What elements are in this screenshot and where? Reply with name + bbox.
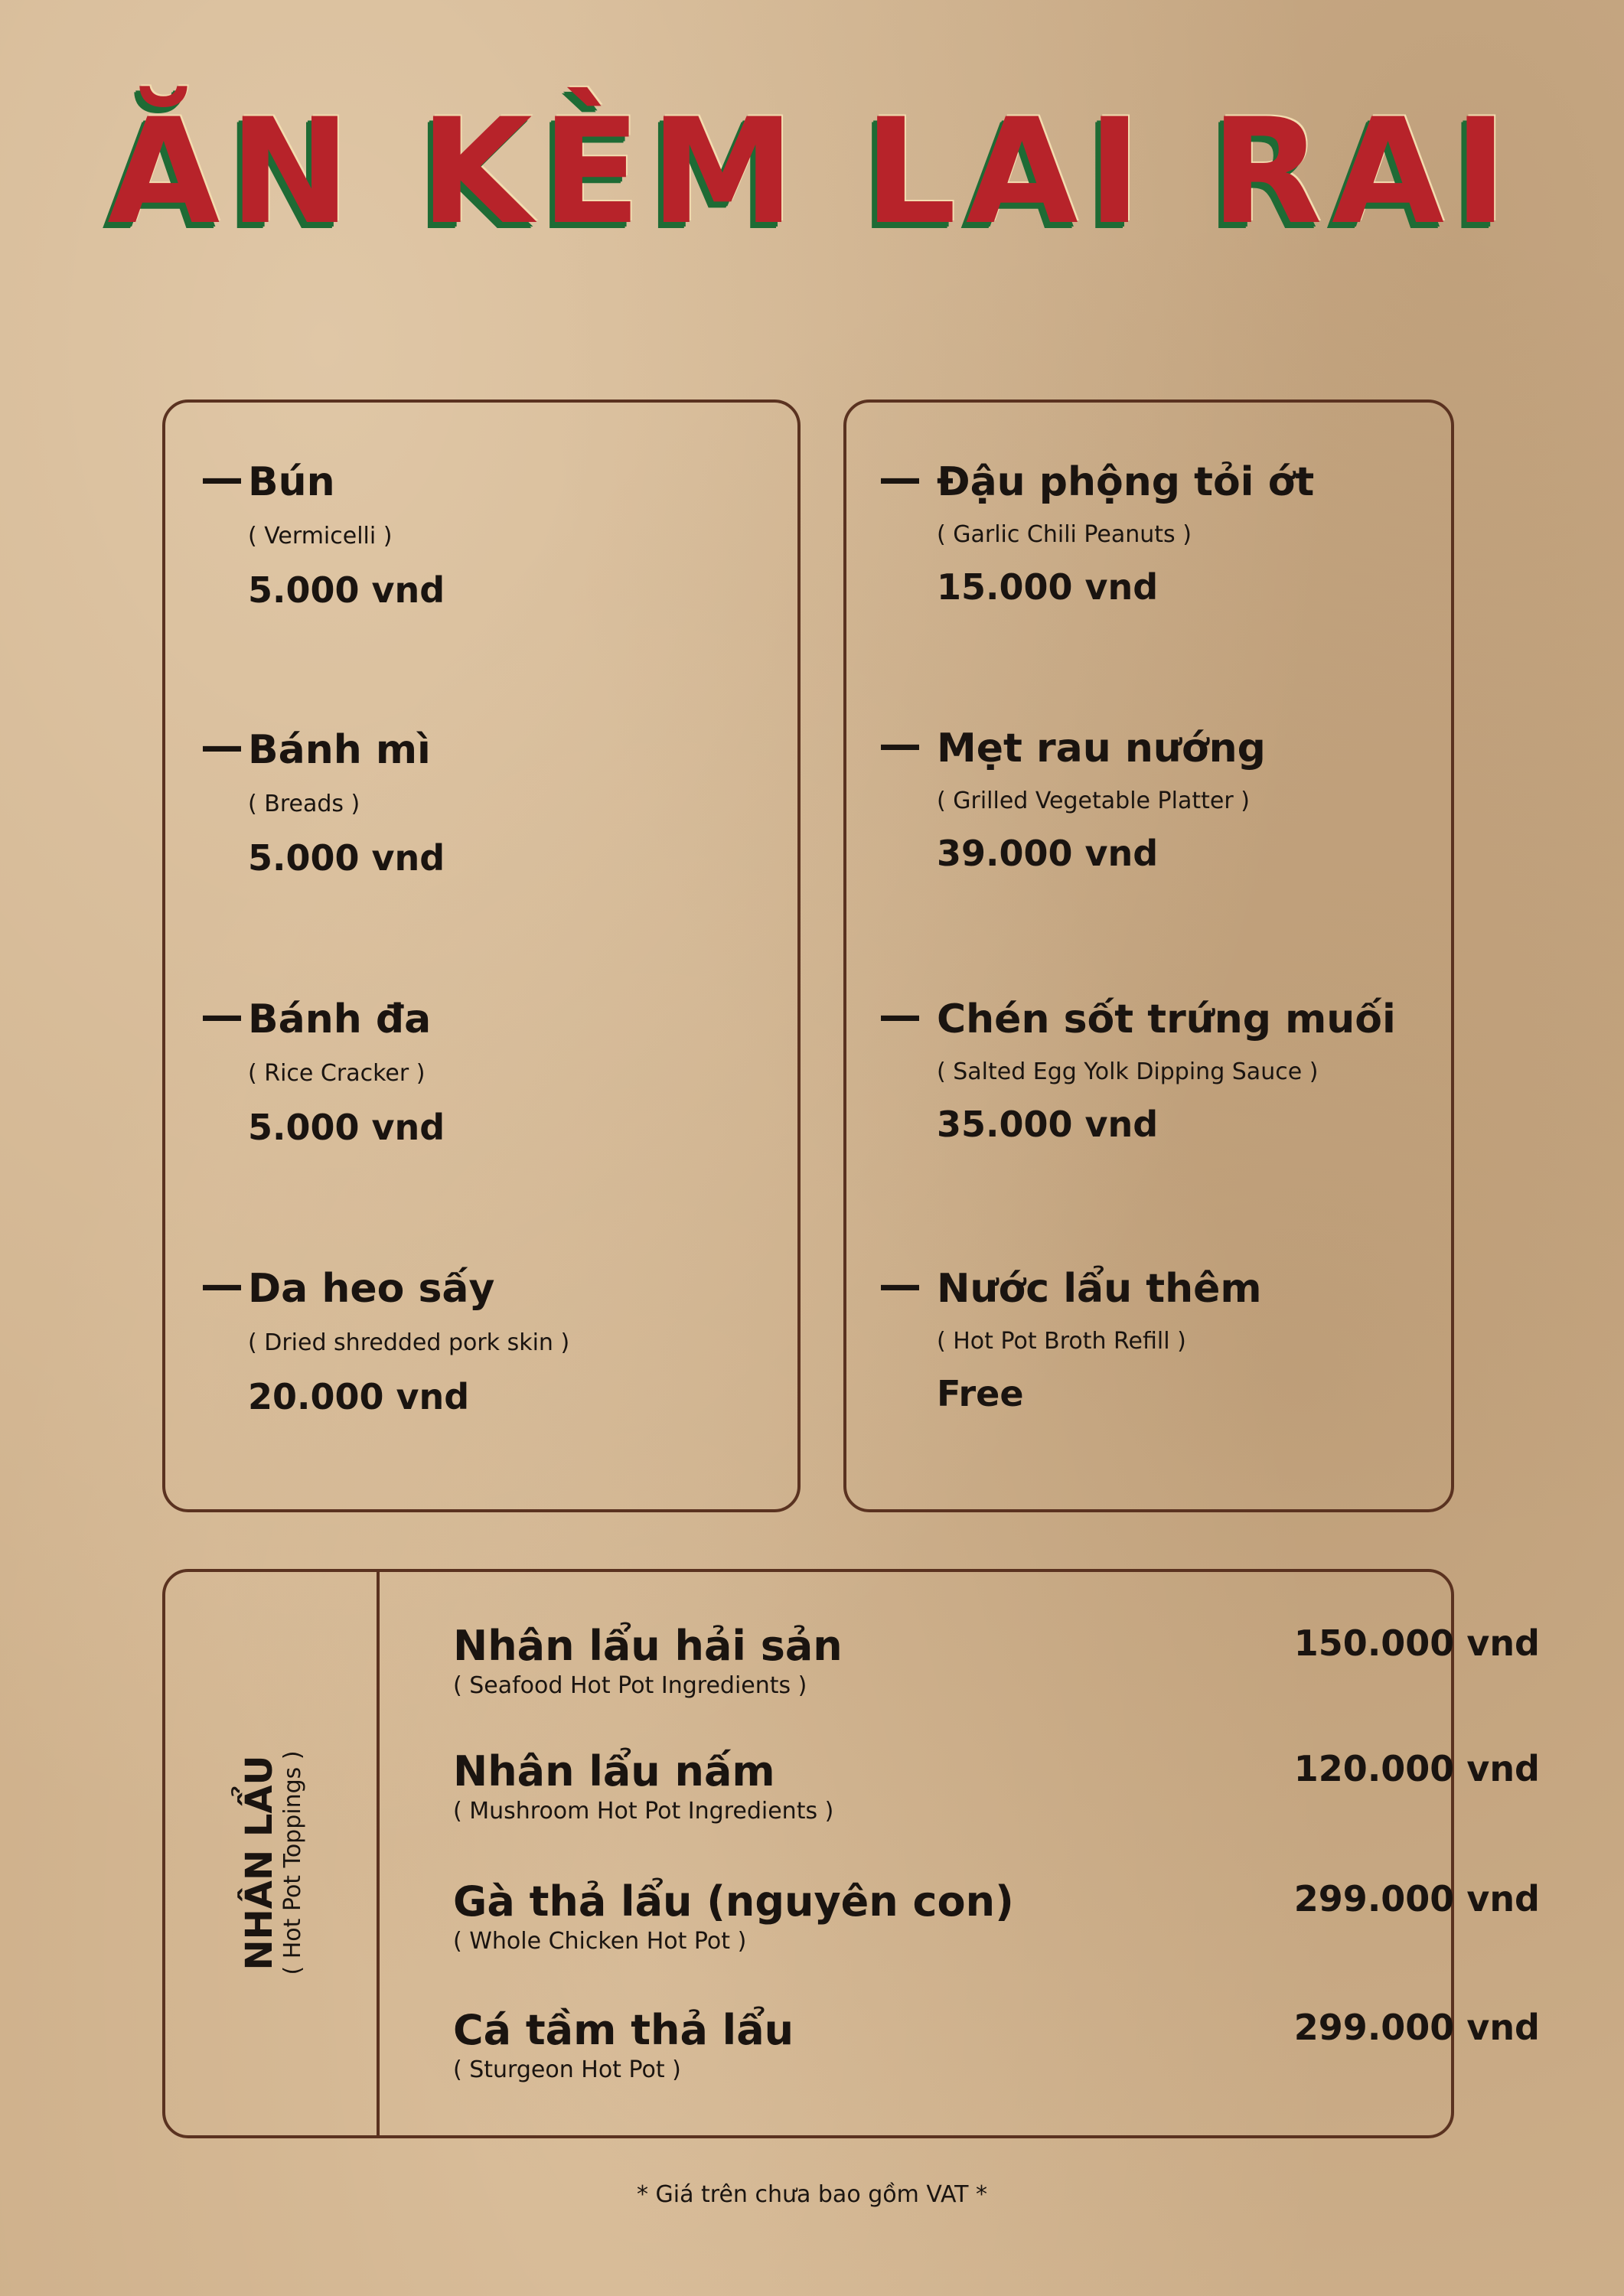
dash-icon: — [201, 991, 243, 1041]
item-english: ( Grilled Vegetable Platter ) [937, 788, 1250, 814]
topping-name: Nhân lẩu nấm [453, 1747, 775, 1795]
item-price: 5.000 vnd [248, 837, 445, 879]
topping-price: 120.000 vnd [1293, 1748, 1540, 1789]
dash-icon: — [201, 722, 243, 771]
item-name: Đậu phộng tỏi ớt [937, 459, 1315, 505]
topping-english: ( Whole Chicken Hot Pot ) [453, 1928, 747, 1955]
toppings-title: NHÂN LẨU [238, 1755, 282, 1971]
item-name: Chén sốt trứng muối [937, 996, 1396, 1042]
item-price: 5.000 vnd [248, 1107, 445, 1148]
dash-icon: — [879, 454, 921, 504]
topping-price: 299.000 vnd [1293, 1878, 1540, 1919]
item-price: 20.000 vnd [248, 1376, 470, 1417]
panel-divider [377, 1572, 380, 2135]
item-price: 15.000 vnd [937, 566, 1159, 608]
topping-price: 150.000 vnd [1293, 1623, 1540, 1664]
topping-english: ( Sturgeon Hot Pot ) [453, 2056, 681, 2083]
item-name: Bánh mì [248, 727, 431, 773]
item-price: Free [937, 1373, 1024, 1414]
item-price: 39.000 vnd [937, 833, 1159, 874]
item-english: ( Salted Egg Yolk Dipping Sauce ) [937, 1058, 1319, 1085]
item-english: ( Hot Pot Broth Refill ) [937, 1328, 1186, 1355]
item-name: Nước lẩu thêm [937, 1266, 1262, 1312]
topping-name: Nhân lẩu hải sản [453, 1622, 843, 1670]
menu-title: ĂN KÈM LAI RAI [107, 87, 1517, 256]
item-english: ( Dried shredded pork skin ) [248, 1329, 570, 1356]
item-price: 35.000 vnd [937, 1104, 1159, 1145]
dash-icon: — [879, 720, 921, 770]
toppings-panel [162, 1569, 1540, 2138]
item-name: Bún [248, 459, 335, 505]
toppings-label [188, 1633, 357, 2092]
vat-footnote: * Giá trên chưa bao gồm VAT * [636, 2181, 988, 2208]
topping-price: 299.000 vnd [1293, 2007, 1540, 2048]
item-name: Bánh đa [248, 996, 432, 1042]
item-english: ( Vermicelli ) [248, 523, 393, 550]
topping-english: ( Mushroom Hot Pot Ingredients ) [453, 1798, 834, 1825]
item-english: ( Garlic Chili Peanuts ) [937, 521, 1192, 548]
dash-icon: — [201, 454, 243, 504]
dash-icon: — [201, 1261, 243, 1310]
item-english: ( Breads ) [248, 791, 360, 817]
right-menu-panel [843, 400, 1454, 1512]
topping-name: Gà thả lẩu (nguyên con) [453, 1877, 1014, 1926]
item-name: Da heo sấy [248, 1266, 495, 1312]
left-menu-panel [162, 400, 801, 1512]
topping-english: ( Seafood Hot Pot Ingredients ) [453, 1672, 807, 1699]
dash-icon: — [879, 1261, 921, 1310]
topping-name: Cá tầm thả lẩu [453, 2006, 794, 2054]
dash-icon: — [879, 991, 921, 1041]
item-english: ( Rice Cracker ) [248, 1060, 426, 1087]
item-price: 5.000 vnd [248, 569, 445, 611]
toppings-subtitle: ( Hot Pot Toppings ) [279, 1750, 306, 1975]
item-name: Mẹt rau nướng [937, 726, 1266, 771]
